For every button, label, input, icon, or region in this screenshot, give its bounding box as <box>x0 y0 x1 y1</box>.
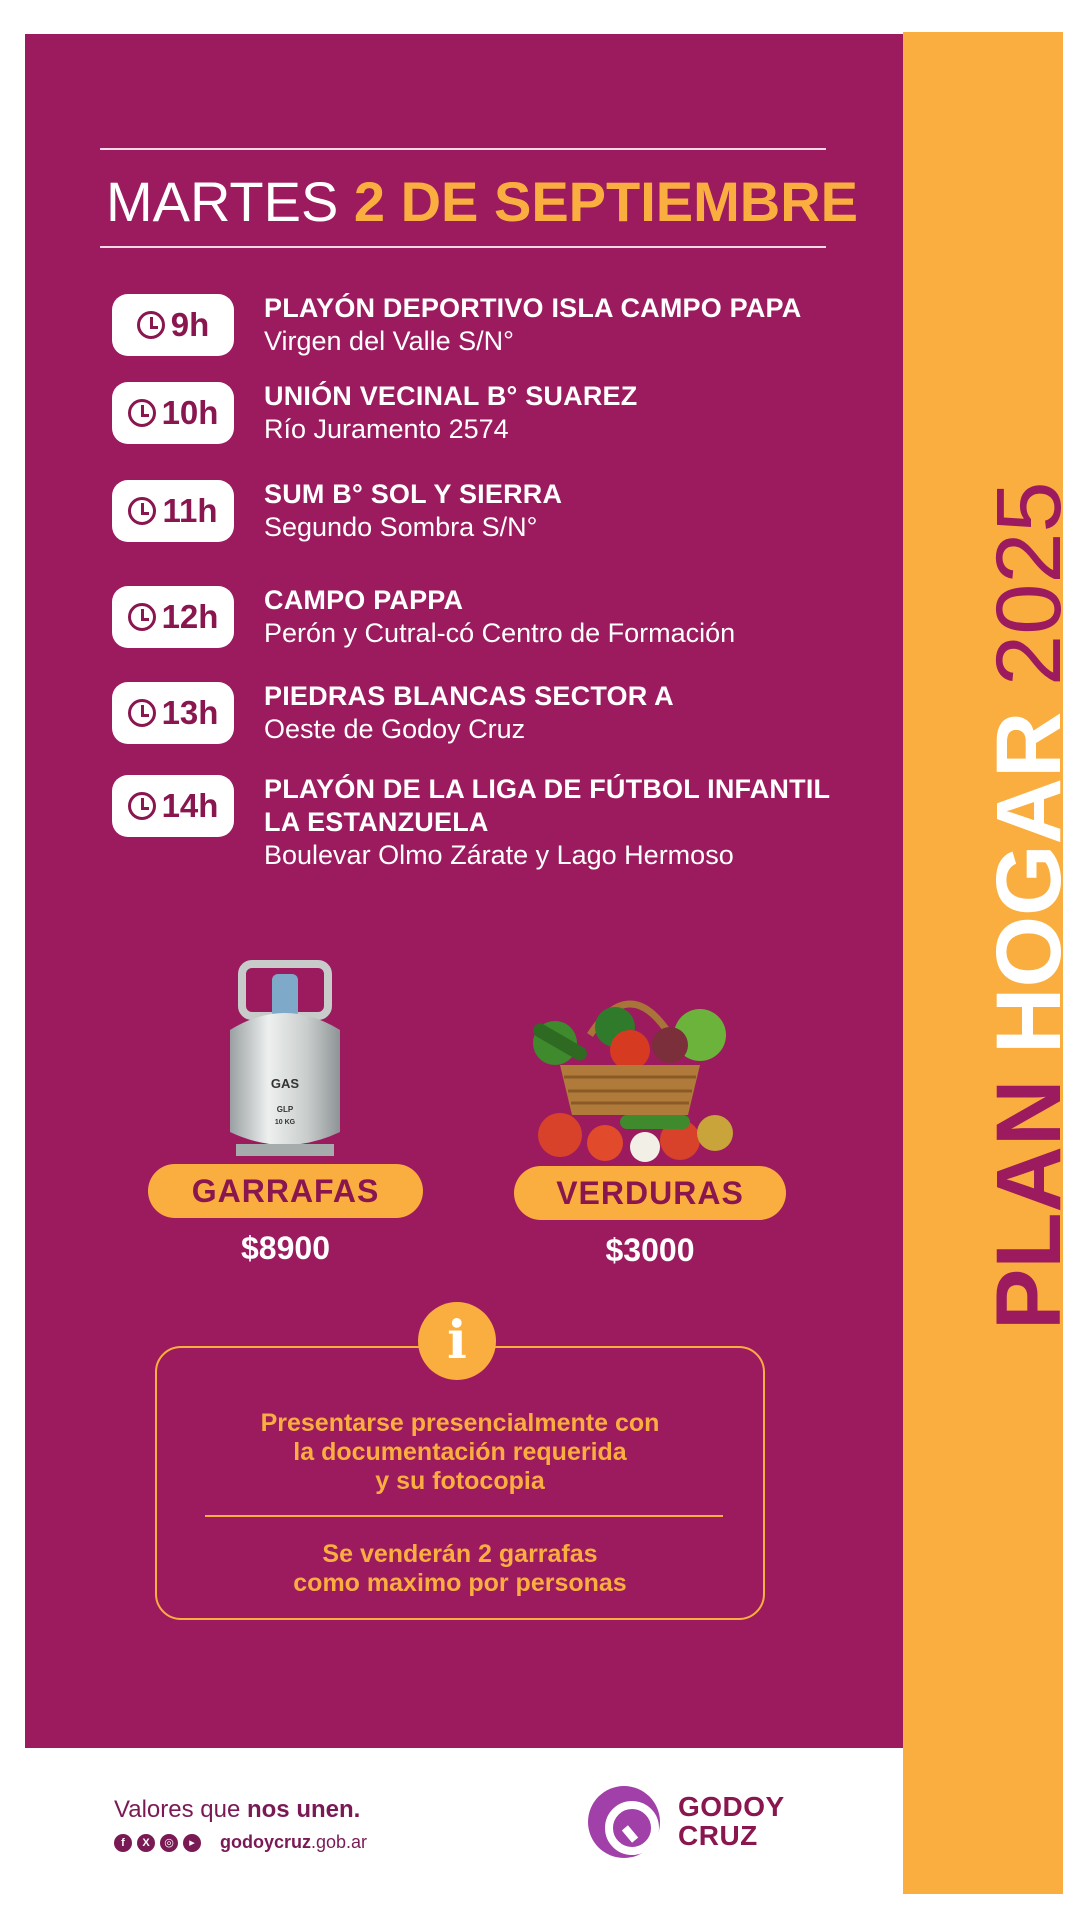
clock-icon <box>128 792 156 820</box>
tagline-light: Valores que <box>114 1796 241 1823</box>
location-name: UNIÓN VECINAL B° SUAREZ <box>264 381 638 411</box>
location-address: Boulevar Olmo Zárate y Lago Hermoso <box>264 840 734 870</box>
schedule-item <box>112 682 842 752</box>
schedule-item <box>112 586 842 656</box>
product-tag: GARRAFAS <box>148 1164 423 1218</box>
schedule-item <box>112 480 842 550</box>
time-pill <box>112 775 234 837</box>
plan-title <box>978 481 1080 1330</box>
location-address: Perón y Cutral-có Centro de Formación <box>264 618 736 648</box>
clock-icon <box>128 699 156 727</box>
clock-icon <box>128 399 156 427</box>
product-price: $3000 <box>605 1232 695 1268</box>
location-name: PLAYÓN DEPORTIVO ISLA CAMPO PAPA <box>264 293 802 323</box>
time-pill <box>112 586 234 648</box>
plan-word: PLAN <box>978 1079 1080 1330</box>
info-line: y su fotocopia <box>375 1467 545 1495</box>
website-link[interactable] <box>220 1832 367 1853</box>
brand-line: GODOY <box>678 1791 785 1822</box>
youtube-icon[interactable]: ▸ <box>183 1834 201 1852</box>
gas-cylinder-icon <box>210 960 360 1160</box>
location-address: Segundo Sombra S/N° <box>264 512 538 542</box>
tagline <box>114 1796 360 1824</box>
location-name: PIEDRAS BLANCAS SECTOR A <box>264 681 674 711</box>
cylinder-weight-label: 10 KG <box>274 1119 296 1126</box>
time-label: 14h <box>161 787 219 824</box>
location-address: Oeste de Godoy Cruz <box>264 714 526 744</box>
date-title <box>106 170 858 234</box>
location-address: Río Juramento 2574 <box>264 414 509 444</box>
product-verduras <box>514 1166 786 1269</box>
time-label: 11h <box>162 492 218 529</box>
clock-icon <box>128 603 156 631</box>
time-label: 13h <box>161 694 219 731</box>
time-pill <box>112 480 234 542</box>
product-tag: VERDURAS <box>514 1166 786 1220</box>
time-pill <box>112 682 234 744</box>
cylinder-glp-label: GLP <box>276 1105 294 1114</box>
info-line: Presentarse presencialmente con <box>260 1409 660 1437</box>
product-garrafas <box>148 1164 423 1267</box>
time-pill <box>112 382 234 444</box>
title-rule-bottom <box>100 246 826 248</box>
brand-name <box>678 1792 785 1850</box>
cylinder-gas-label: GAS <box>270 1076 300 1091</box>
date-label: 2 DE SEPTIEMBRE <box>353 170 859 233</box>
clock-icon <box>137 311 165 339</box>
clock-icon <box>128 497 156 525</box>
time-label: 9h <box>170 306 210 343</box>
location-address: Virgen del Valle S/N° <box>264 326 514 356</box>
site-bold: godoycruz <box>220 1832 312 1852</box>
time-label: 10h <box>161 394 219 431</box>
schedule-item <box>112 294 842 364</box>
location-name: SUM B° SOL Y SIERRA <box>264 479 563 509</box>
info-line: Se venderán 2 garrafas <box>322 1540 598 1568</box>
brand-line: CRUZ <box>678 1820 758 1851</box>
hogar-word: HOGAR <box>978 711 1080 1054</box>
title-rule-top <box>100 148 826 150</box>
time-label: 12h <box>161 598 219 635</box>
info-line: como maximo por personas <box>293 1569 627 1597</box>
info-line: la documentación requerida <box>293 1438 627 1466</box>
location-name: CAMPO PAPPA <box>264 585 464 615</box>
schedule-item <box>112 774 842 870</box>
day-label: MARTES <box>106 170 339 233</box>
info-divider <box>205 1515 723 1517</box>
time-pill <box>112 294 234 356</box>
facebook-icon[interactable]: f <box>114 1834 132 1852</box>
year-word: 2025 <box>978 481 1080 686</box>
instagram-icon[interactable]: ◎ <box>160 1834 178 1852</box>
godoy-cruz-logo-icon <box>588 1786 660 1858</box>
vegetable-basket-icon <box>520 975 740 1170</box>
product-price: $8900 <box>241 1230 330 1266</box>
x-icon[interactable]: X <box>137 1834 155 1852</box>
site-light: .gob.ar <box>311 1832 368 1852</box>
info-icon: i <box>418 1302 496 1380</box>
tagline-bold: nos unen. <box>246 1796 361 1823</box>
schedule-item <box>112 382 842 452</box>
social-row <box>114 1832 367 1853</box>
location-name: PLAYÓN DE LA LIGA DE FÚTBOL INFANTIL LA ESTANZUELA <box>264 774 830 837</box>
